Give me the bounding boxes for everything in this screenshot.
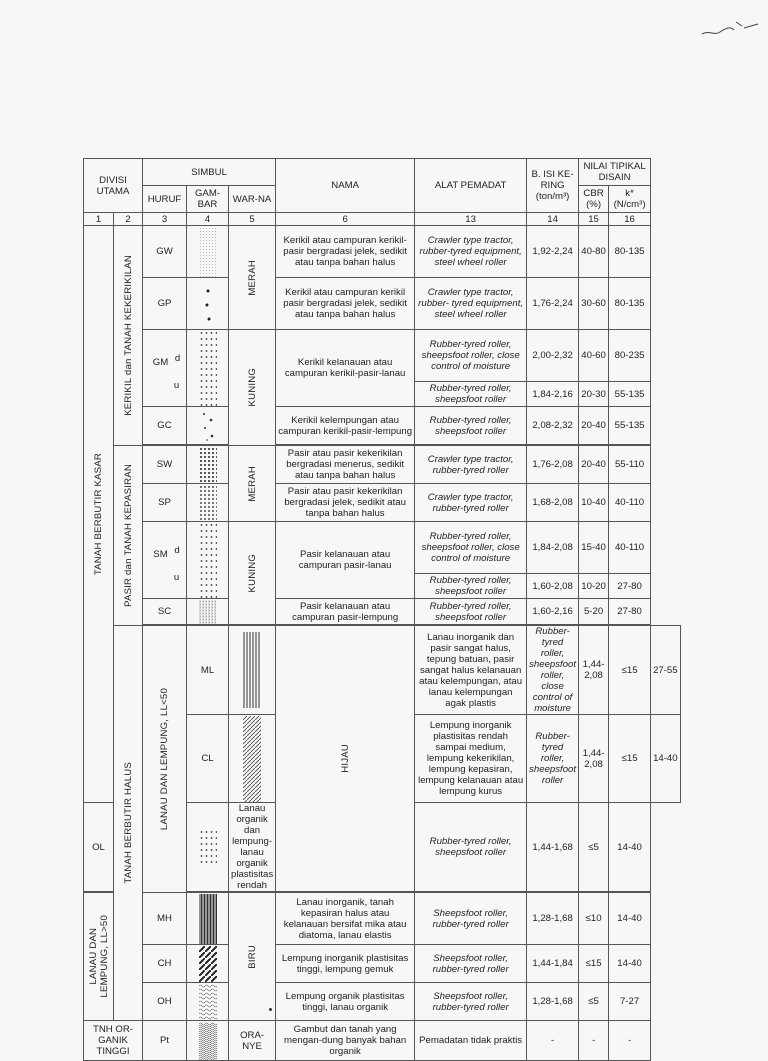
color-kuning: KUNING <box>229 330 276 446</box>
alat-oh: Sheepsfoot roller, rubber-tyred roller <box>415 983 527 1021</box>
k-gm-d: 80-235 <box>609 330 651 382</box>
k-gp: 80-135 <box>609 278 651 330</box>
nama-sw: Pasir atau pasir kekerikilan bergradasi menerus, sedikit atau tanpa bahan halus <box>276 446 415 484</box>
cbr-pt: - <box>579 1021 609 1061</box>
nama-pt: Gambut dan tanah yang mengan-dung banyak bahan organik <box>276 1021 415 1061</box>
pattern-gw <box>187 226 229 278</box>
bisi-ch: 1,44-1,84 <box>527 945 579 983</box>
header-nilai: NILAI TIPIKAL DISAIN <box>579 159 651 186</box>
symbol-mh: MH <box>143 893 187 945</box>
cbr-gp: 30-60 <box>579 278 609 330</box>
col-num: 2 <box>114 213 143 226</box>
cbr-gw: 40-80 <box>579 226 609 278</box>
bisi-ml: 1,44-2,08 <box>579 626 609 715</box>
bisi-oh: 1,28-1,68 <box>527 983 579 1021</box>
color-kuning-2: KUNING <box>229 522 276 625</box>
symbol-gp: GP <box>143 278 187 330</box>
nama-oh: Lempung organik plastisitas tinggi, lanau organik <box>276 983 415 1021</box>
k-sc: 27-80 <box>609 599 651 625</box>
pattern-gp <box>187 278 229 330</box>
symbol-sw: SW <box>143 446 187 484</box>
alat-sc: Rubber-tyred roller, sheepsfoot roller <box>415 599 527 625</box>
k-mh: 14-40 <box>609 893 651 945</box>
color-hijau: HIJAU <box>276 626 415 892</box>
col-num: 13 <box>415 213 527 226</box>
alat-sm-u: Rubber-tyred roller, sheepsfoot roller <box>415 574 527 599</box>
bisi-ol: 1,44-1,68 <box>527 803 579 892</box>
nama-cl: Lempung inorganik plastisitas rendah sampai medium, lempung kekerikilan, lempung kepasiran, lempung kelanauan atau lempung kurus <box>415 715 527 803</box>
header-alat: ALAT PEMADAT <box>415 159 527 213</box>
pattern-ol <box>187 803 229 892</box>
bisi-sm-d: 1,84-2,08 <box>527 522 579 574</box>
header-divisi: DIVISI UTAMA <box>84 159 143 213</box>
col-num: 14 <box>527 213 579 226</box>
group-pasir: PASIR dan TANAH KEPASIRAN <box>114 446 143 626</box>
symbol-gc: GC <box>143 407 187 445</box>
nama-ol: Lanau organik dan lempung-lanau organik plastisitas rendah <box>229 803 276 892</box>
symbol-ol: OL <box>84 803 114 892</box>
bisi-sw: 1,76-2,08 <box>527 446 579 484</box>
alat-cl: Rubber-tyred roller, sheepsfoot roller <box>527 715 579 803</box>
pattern-oh <box>187 983 229 1021</box>
pattern-ch <box>187 945 229 983</box>
bisi-pt: - <box>527 1021 579 1061</box>
alat-gm-u: Rubber-tyred roller, sheepsfoot roller <box>415 382 527 407</box>
k-ol: 14-40 <box>609 803 651 892</box>
symbol-sp: SP <box>143 484 187 522</box>
alat-pt: Pemadatan tidak praktis <box>415 1021 527 1061</box>
handwritten-mark <box>700 12 760 42</box>
cbr-sm-d: 15-40 <box>579 522 609 574</box>
group-tanah-kasar: TANAH BERBUTIR KASAR <box>84 226 114 803</box>
cbr-sc: 5-20 <box>579 599 609 625</box>
alat-mh: Sheepsfoot roller, rubber-tyred roller <box>415 893 527 945</box>
alat-gc: Rubber-tyred roller, sheepsfoot roller <box>415 407 527 445</box>
group-tanah-halus: TANAH BERBUTIR HALUS <box>114 626 143 1021</box>
alat-gp: Crawler type tractor, rubber- tyred equipment, steel wheel roller <box>415 278 527 330</box>
alat-sw: Crawler type tractor, rubber-tyred roller <box>415 446 527 484</box>
header-nama: NAMA <box>276 159 415 213</box>
bisi-sc: 1,60-2,16 <box>527 599 579 625</box>
nama-sm: Pasir kelanauan atau campuran pasir-lanau <box>276 522 415 599</box>
color-merah-2: MERAH <box>229 446 276 522</box>
symbol-ch: CH <box>143 945 187 983</box>
nama-sc: Pasir kelanauan atau campuran pasir-lempung <box>276 599 415 625</box>
col-num: 1 <box>84 213 114 226</box>
col-num: 3 <box>143 213 187 226</box>
color-biru: BIRU <box>229 893 276 1021</box>
header-simbul: SIMBUL <box>143 159 276 186</box>
symbol-sc: SC <box>143 599 187 625</box>
alat-ml: Rubber-tyred roller, sheepsfoot roller, close control of moisture <box>527 626 579 715</box>
bisi-sp: 1,68-2,08 <box>527 484 579 522</box>
col-num: 6 <box>276 213 415 226</box>
cbr-mh: ≤10 <box>579 893 609 945</box>
nama-gc: Kerikil kelempungan atau campuran kerikil-pasir-lempung <box>276 407 415 445</box>
soil-classification-table <box>83 158 681 1061</box>
pattern-pt <box>187 1021 229 1061</box>
symbol-gm: GM d u <box>143 330 187 407</box>
k-ml: 27-55 <box>651 626 681 715</box>
k-oh: 7-27 <box>609 983 651 1021</box>
k-ch: 14-40 <box>609 945 651 983</box>
pattern-ml <box>229 626 276 715</box>
nama-ml: Lanau inorganik dan pasir sangat halus, tepung batuan, pasir sangat halus kelanauan atau kelempungan, atau lanau kelempungan agak plastis <box>415 626 527 715</box>
group-tanah-organik: TNH OR-GANIK TINGGI <box>84 1021 143 1061</box>
alat-ch: Sheepsfoot roller, rubber-tyred roller <box>415 945 527 983</box>
color-oranye: ORA-NYE <box>229 1021 276 1061</box>
nama-gp: Kerikil atau campuran kerikil pasir bergradasi jelek, sedikit atau tanpa bahan halus <box>276 278 415 330</box>
symbol-oh: OH <box>143 983 187 1021</box>
nama-sp: Pasir atau pasir kekerikilan bergradasi jelek, sedikit atau tanpa bahan halus <box>276 484 415 522</box>
k-pt: - <box>609 1021 651 1061</box>
cbr-ol: ≤5 <box>579 803 609 892</box>
nama-gw: Kerikil atau campuran kerikil-pasir bergradasi jelek, sedikit atau tanpa bahan halus <box>276 226 415 278</box>
pattern-gm <box>187 330 229 407</box>
pattern-sp <box>187 484 229 522</box>
nama-mh: Lanau inorganik, tanah kepasiran halus atau kelanauan bersifat mika atau diatoma, lanau elastis <box>276 893 415 945</box>
symbol-gw: GW <box>143 226 187 278</box>
group-lanau-ll50: LANAU DAN LEMPUNG, LL<50 <box>143 626 187 893</box>
cbr-sm-u: 10-20 <box>579 574 609 599</box>
group-lanau-ll50-high: LANAU DAN LEMPUNG, LL>50 <box>84 893 114 1021</box>
header-warna: WAR-NA <box>229 186 276 213</box>
k-gw: 80-135 <box>609 226 651 278</box>
alat-gm-d: Rubber-tyred roller, sheepsfoot roller, close control of moisture <box>415 330 527 382</box>
alat-sp: Crawler type tractor, rubber-tyred roller <box>415 484 527 522</box>
pattern-mh <box>187 893 229 945</box>
k-gc: 55-135 <box>609 407 651 445</box>
symbol-sm: SM d u <box>143 522 187 599</box>
header-gambar: GAM-BAR <box>187 186 229 213</box>
pattern-sc <box>187 599 229 625</box>
alat-ol: Rubber-tyred roller, sheepsfoot roller <box>415 803 527 892</box>
symbol-ml: ML <box>187 626 229 715</box>
bisi-gm-d: 2,00-2,32 <box>527 330 579 382</box>
alat-sm-d: Rubber-tyred roller, sheepsfoot roller, close control of moisture <box>415 522 527 574</box>
cbr-sp: 10-40 <box>579 484 609 522</box>
pattern-sm <box>187 522 229 599</box>
pattern-gc <box>187 407 229 445</box>
symbol-pt: Pt <box>143 1021 187 1061</box>
k-sm-u: 27-80 <box>609 574 651 599</box>
cbr-ml: ≤15 <box>609 626 651 715</box>
header-berat-isi: B. ISI KE-RING (ton/m³) <box>527 159 579 213</box>
color-merah: MERAH <box>229 226 276 330</box>
cbr-sw: 20-40 <box>579 446 609 484</box>
k-gm-u: 55-135 <box>609 382 651 407</box>
header-cbr: CBR (%) <box>579 186 609 213</box>
bisi-gm-u: 1,84-2,16 <box>527 382 579 407</box>
col-num: 16 <box>609 213 651 226</box>
col-num: 5 <box>229 213 276 226</box>
cbr-oh: ≤5 <box>579 983 609 1021</box>
alat-gw: Crawler type tractor, rubber-tyred equipment, steel wheel roller <box>415 226 527 278</box>
header-k: k* (N/cm³) <box>609 186 651 213</box>
bisi-gc: 2,08-2,32 <box>527 407 579 445</box>
pattern-sw <box>187 446 229 484</box>
bisi-sm-u: 1,60-2,08 <box>527 574 579 599</box>
k-sm-d: 40-110 <box>609 522 651 574</box>
cbr-ch: ≤15 <box>579 945 609 983</box>
cbr-gm-u: 20-30 <box>579 382 609 407</box>
k-cl: 14-40 <box>651 715 681 803</box>
col-num: 4 <box>187 213 229 226</box>
k-sp: 40-110 <box>609 484 651 522</box>
cbr-cl: ≤15 <box>609 715 651 803</box>
col-num: 15 <box>579 213 609 226</box>
group-kerikil: KERIKIL dan TANAH KEKERIKILAN <box>114 226 143 446</box>
pattern-cl <box>229 715 276 803</box>
cbr-gm-d: 40-60 <box>579 330 609 382</box>
symbol-cl: CL <box>187 715 229 803</box>
bisi-cl: 1,44-2,08 <box>579 715 609 803</box>
bisi-gw: 1,92-2,24 <box>527 226 579 278</box>
header-huruf: HURUF <box>143 186 187 213</box>
bisi-mh: 1,28-1,68 <box>527 893 579 945</box>
bisi-gp: 1,76-2,24 <box>527 278 579 330</box>
k-sw: 55-110 <box>609 446 651 484</box>
nama-gm: Kerikil kelanauan atau campuran kerikil-pasir-lanau <box>276 330 415 407</box>
cbr-gc: 20-40 <box>579 407 609 445</box>
nama-ch: Lempung inorganik plastisitas tinggi, lempung gemuk <box>276 945 415 983</box>
